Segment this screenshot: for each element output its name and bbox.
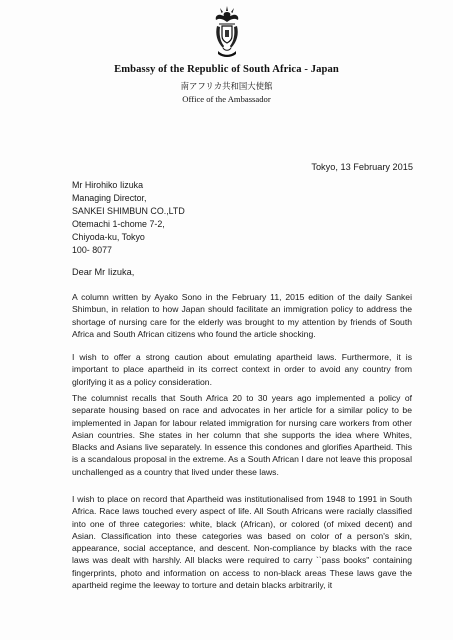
office-of-ambassador: Office of the Ambassador xyxy=(182,94,271,104)
coat-of-arms-icon xyxy=(211,4,243,58)
recipient-line: Mr Hirohiko Iizuka xyxy=(72,180,144,190)
paragraph: I wish to offer a strong caution about emulating apartheid laws. Furthermore, it is important to place apartheid in its correct context in order to avoid any country from glorifying it as a policy consideration. xyxy=(72,352,412,387)
recipient-line: Otemachi 1-chome 7-2, xyxy=(72,219,165,230)
paragraph: A column written by Ayako Sono in the February 11, 2015 edition of the daily Sankei Shimbun, in relation to how Japan should facilitate an immigration policy to address the shortage of nursing care for the elderly was brought to my attention by friends of South Africa and South African citizens who found the article shocking. xyxy=(72,292,412,339)
recipient-line: 100- 8077 xyxy=(72,245,112,256)
paragraph: I wish to place on record that Apartheid was institutionalised from 1948 to 1991 in South Africa. Race laws touched every aspect of life. All South Africans were racially classified into one of three categories: white, black (African), or colored (of mixed decent) and Asian. Classification into these categories was based on color of a person's skin, appearance, social acceptance, and descent. Non-compliance by blacks with the race laws was dealt with harshly. All blacks were required to carry ``pass books" containing fingerprints, photo and information on access to non-black areas These laws gave the apartheid regime the leeway to torture and detain blacks arbitrarily, it xyxy=(72,494,412,591)
recipient-line: SANKEI SHIMBUN CO.,LTD xyxy=(72,206,185,217)
recipient-line: Managing Director, xyxy=(72,193,147,204)
recipient-line: Chiyoda-ku, Tokyo xyxy=(72,232,145,243)
embassy-name: Embassy of the Republic of South Africa - Japan xyxy=(114,64,339,75)
embassy-name-japanese: 南アフリカ共和国大使館 xyxy=(180,82,273,91)
salutation: Dear Mr Iizuka, xyxy=(72,267,135,277)
recipient-address xyxy=(72,179,185,258)
paragraph: The columnist recalls that South Africa 20 to 30 years ago implemented a policy of separate housing based on race and advocates in her article for a similar policy to be implemented in Japan for labour related immigration for nursing care workers from other Asian countries. She states in her column that she supports the idea where Whites, Blacks and Asians live separately. In essence this condones and glorifies Apartheid. This is a scandalous proposal in the extreme. As a South African I dare not leave this proposal unchallenged as a country that lived under these laws. xyxy=(72,393,412,477)
letter-date: Tokyo, 13 February 2015 xyxy=(311,162,413,172)
